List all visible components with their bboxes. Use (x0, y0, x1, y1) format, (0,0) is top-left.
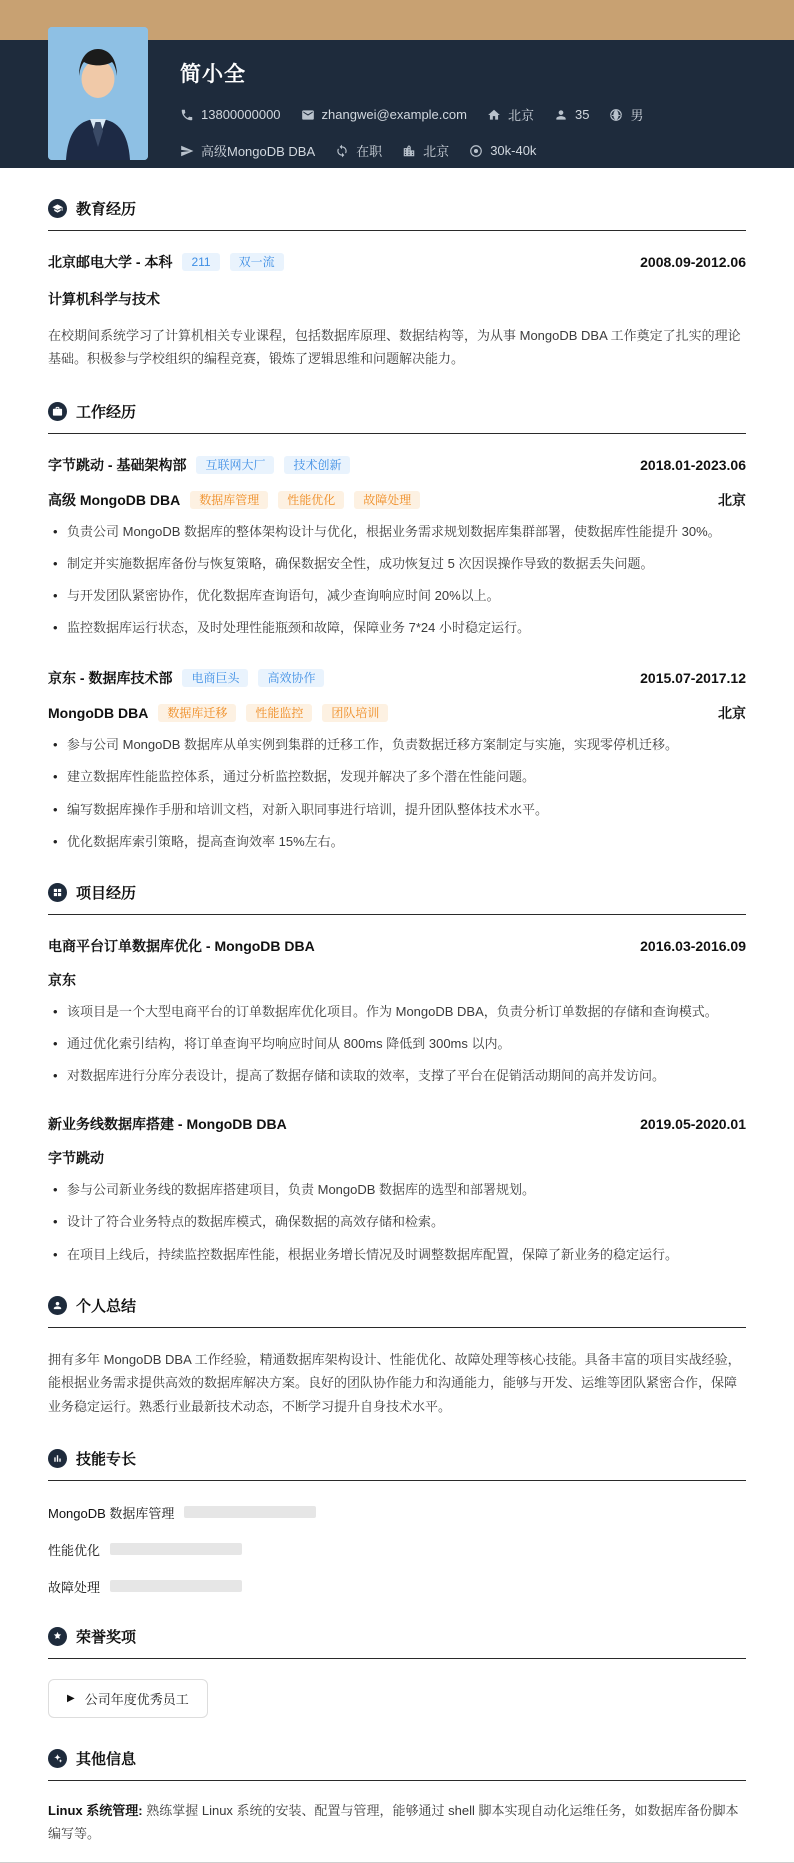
contact-work-city (402, 141, 449, 160)
company-badge: 高效协作 (258, 669, 324, 687)
contact-position-text: 高级MongoDB DBA (201, 144, 316, 159)
work-bullet: • 优化数据库索引策略，提高查询效率 15%左右。 (48, 832, 746, 852)
work-bullet: • 与开发团队紧密协作，优化数据库查询语句，减少查询响应时间 20%以上。 (48, 586, 746, 606)
profile-photo-illustration (48, 27, 148, 160)
skill-bar (184, 1506, 316, 1518)
honor-item-label: 公司年度优秀员工 (84, 1691, 189, 1707)
role-badge: 数据库管理 (190, 491, 268, 509)
bar-chart-icon (48, 1449, 67, 1468)
section-other (48, 1748, 746, 1846)
skills-header (48, 1448, 746, 1481)
company-badge: 技术创新 (284, 456, 350, 474)
other-info-text: 熟练掌握 Linux 系统的安装、配置与管理，能够通过 shell 脚本实现自动化运维任务，如数据库备份脚本编写等。 (48, 1802, 739, 1842)
contact-email-text: zhangwei@example.com (321, 107, 467, 122)
education-header (48, 198, 746, 231)
sparkle-icon (48, 1749, 67, 1768)
mail-icon (301, 108, 315, 122)
project-bullet: • 设计了符合业务特点的数据库模式，确保数据的高效存储和检索。 (48, 1212, 746, 1232)
project-name: 电商平台订单数据库优化 - MongoDB DBA (48, 937, 315, 954)
section-work (48, 401, 746, 852)
section-projects (48, 882, 746, 1265)
project-title-row (48, 1114, 746, 1134)
contact-gender-text: 男 (630, 108, 644, 123)
section-summary (48, 1295, 746, 1418)
company-badge: 电商巨头 (182, 669, 248, 687)
company-name: 京东 - 数据库技术部 (48, 670, 173, 687)
skill-name: 故障处理 (48, 1579, 101, 1595)
contact-position (180, 141, 315, 160)
education-date: 2008.09-2012.06 (640, 254, 746, 270)
honor-item-chip[interactable] (48, 1679, 208, 1718)
skill-bar (110, 1543, 242, 1555)
work-header (48, 401, 746, 434)
company-name: 字节跳动 - 基础架构部 (48, 456, 187, 473)
role-title: MongoDB DBA (48, 705, 149, 722)
work-role-row (48, 490, 746, 510)
status-icon (335, 144, 349, 158)
work-location: 北京 (718, 491, 746, 508)
contact-age-text: 35 (574, 107, 590, 122)
section-title: 其他信息 (76, 1750, 137, 1768)
role-badge: 团队培训 (322, 704, 388, 722)
project-entry (48, 1114, 746, 1264)
section-title: 教育经历 (76, 201, 137, 218)
work-bullet: • 建立数据库性能监控体系，通过分析监控数据，发现并解决了多个潜在性能问题。 (48, 767, 746, 787)
salary-icon (469, 144, 483, 158)
resume-header (0, 40, 794, 168)
work-location: 北京 (718, 705, 746, 722)
medal-icon (48, 1627, 67, 1646)
education-badge: 双一流 (230, 253, 284, 271)
contact-row-1 (180, 105, 746, 124)
work-entry (48, 668, 746, 852)
section-title: 项目经历 (76, 884, 137, 902)
honors-header (48, 1626, 746, 1659)
contact-phone-text: 13800000000 (201, 107, 281, 122)
summary-header (48, 1295, 746, 1328)
gender-icon (609, 108, 623, 122)
contact-home-city (487, 105, 534, 124)
other-header (48, 1748, 746, 1781)
person-icon (48, 1296, 67, 1315)
skill-item (48, 1577, 400, 1596)
work-role-row (48, 703, 746, 723)
project-title-row (48, 936, 746, 956)
projects-header (48, 882, 746, 915)
expand-triangle-icon: ▶ (67, 1692, 75, 1704)
graduation-cap-icon (48, 199, 67, 218)
role-badge: 性能监控 (246, 704, 312, 722)
other-info-label: Linux 系统管理: (48, 1802, 143, 1818)
work-bullet: • 监控数据库运行状态，及时处理性能瓶颈和故障，保障业务 7*24 小时稳定运行。 (48, 618, 746, 638)
contact-salary-text: 30k-40k (490, 143, 537, 158)
role-title: 高级 MongoDB DBA (48, 491, 181, 508)
contact-salary (469, 143, 536, 158)
education-description: 在校期间系统学习了计算机相关专业课程，包括数据库原理、数据结构等，为从事 MongoDB DBA 工作奠定了扎实的理论基础。积极参与学校组织的编程竞赛，锻炼了逻辑思维和问题解决能力。 (48, 328, 741, 367)
contact-phone (180, 107, 281, 122)
education-entry-row (48, 252, 746, 272)
work-entry (48, 455, 746, 639)
contact-row-2 (180, 141, 746, 160)
contact-email (301, 107, 467, 122)
work-bullet: • 参与公司 MongoDB 数据库从单实例到集群的迁移工作，负责数据迁移方案制定与实施，实现零停机迁移。 (48, 735, 746, 755)
contact-status (335, 141, 382, 160)
briefcase-icon (48, 402, 67, 421)
section-education (48, 198, 746, 371)
education-badge: 211 (182, 253, 219, 271)
summary-text: 拥有多年 MongoDB DBA 工作经验，精通数据库架构设计、性能优化、故障处理等核心技能。具备丰富的项目实战经验，能根据业务需求提供高效的数据库解决方案。良好的团队协作能力和沟通能力，能够与开发、运维等团队紧密合作，保障业务稳定运行。熟悉行业最新技术动态，不断学习提升自身技术水平。 (48, 1351, 741, 1414)
home-icon (487, 108, 501, 122)
school-name: 北京邮电大学 - 本科 (48, 254, 173, 270)
project-bullet: • 通过优化索引结构，将订单查询平均响应时间从 800ms 降低到 300ms 以内。 (48, 1034, 746, 1054)
work-bullet: • 制定并实施数据库备份与恢复策略，确保数据安全性，成功恢复过 5 次因误操作导致的数据丢失问题。 (48, 554, 746, 574)
skill-item (48, 1503, 400, 1522)
work-company-row (48, 668, 746, 688)
grid-icon (48, 883, 67, 902)
work-date: 2018.01-2023.06 (640, 456, 746, 473)
section-honors (48, 1626, 746, 1718)
project-entry (48, 936, 746, 1086)
skill-item (48, 1540, 400, 1559)
city-icon (402, 144, 416, 158)
work-date: 2015.07-2017.12 (640, 670, 746, 687)
role-badge: 故障处理 (354, 491, 420, 509)
phone-icon (180, 108, 194, 122)
section-title: 工作经历 (76, 403, 137, 421)
work-bullet-list (48, 735, 746, 852)
project-bullet-list (48, 1180, 746, 1264)
other-info-line (48, 1799, 746, 1846)
person-name: 简小全 (180, 63, 246, 86)
work-bullet: • 编写数据库操作手册和培训文档，对新入职同事进行培训，提升团队整体技术水平。 (48, 800, 746, 820)
project-company: 京东 (48, 971, 76, 988)
project-date: 2019.05-2020.01 (640, 1116, 746, 1133)
section-title: 个人总结 (76, 1297, 137, 1315)
project-bullet: • 在项目上线后，持续监控数据库性能，根据业务增长情况及时调整数据库配置，保障了新业务的稳定运行。 (48, 1245, 746, 1265)
work-bullet: • 负责公司 MongoDB 数据库的整体架构设计与优化，根据业务需求规划数据库集群部署，使数据库性能提升 30%。 (48, 522, 746, 542)
skills-grid (48, 1485, 746, 1596)
project-bullet-list (48, 1002, 746, 1086)
project-name: 新业务线数据库搭建 - MongoDB DBA (48, 1116, 287, 1133)
project-bullet: • 该项目是一个大型电商平台的订单数据库优化项目。作为 MongoDB DBA，负责分析订单数据的存储和查询模式。 (48, 1002, 746, 1022)
contact-gender (609, 105, 643, 124)
contact-home-city-text: 北京 (507, 108, 534, 123)
project-bullet: • 对数据库进行分库分表设计，提高了数据存储和读取的效率，支撑了平台在促销活动期间的高并发访问。 (48, 1066, 746, 1086)
education-major: 计算机科学与技术 (48, 291, 160, 307)
project-company: 字节跳动 (48, 1150, 104, 1167)
company-badge: 互联网大厂 (196, 456, 274, 474)
project-bullet: • 参与公司新业务线的数据库搭建项目，负责 MongoDB 数据库的选型和部署规划。 (48, 1180, 746, 1200)
project-date: 2016.03-2016.09 (640, 937, 746, 954)
work-company-row (48, 455, 746, 475)
section-skills (48, 1448, 746, 1596)
contact-status-text: 在职 (356, 144, 383, 159)
contact-work-city-text: 北京 (423, 144, 450, 159)
role-badge: 性能优化 (278, 491, 344, 509)
age-icon (554, 108, 568, 122)
role-badge: 数据库迁移 (158, 704, 236, 722)
skill-name: 性能优化 (48, 1542, 101, 1558)
contact-age (554, 107, 589, 122)
work-bullet-list (48, 522, 746, 639)
profile-photo (48, 27, 148, 160)
section-title: 荣誉奖项 (76, 1628, 137, 1646)
skill-bar (110, 1580, 242, 1592)
section-title: 技能专长 (76, 1450, 137, 1468)
skill-name: MongoDB 数据库管理 (48, 1505, 175, 1521)
position-icon (180, 144, 194, 158)
